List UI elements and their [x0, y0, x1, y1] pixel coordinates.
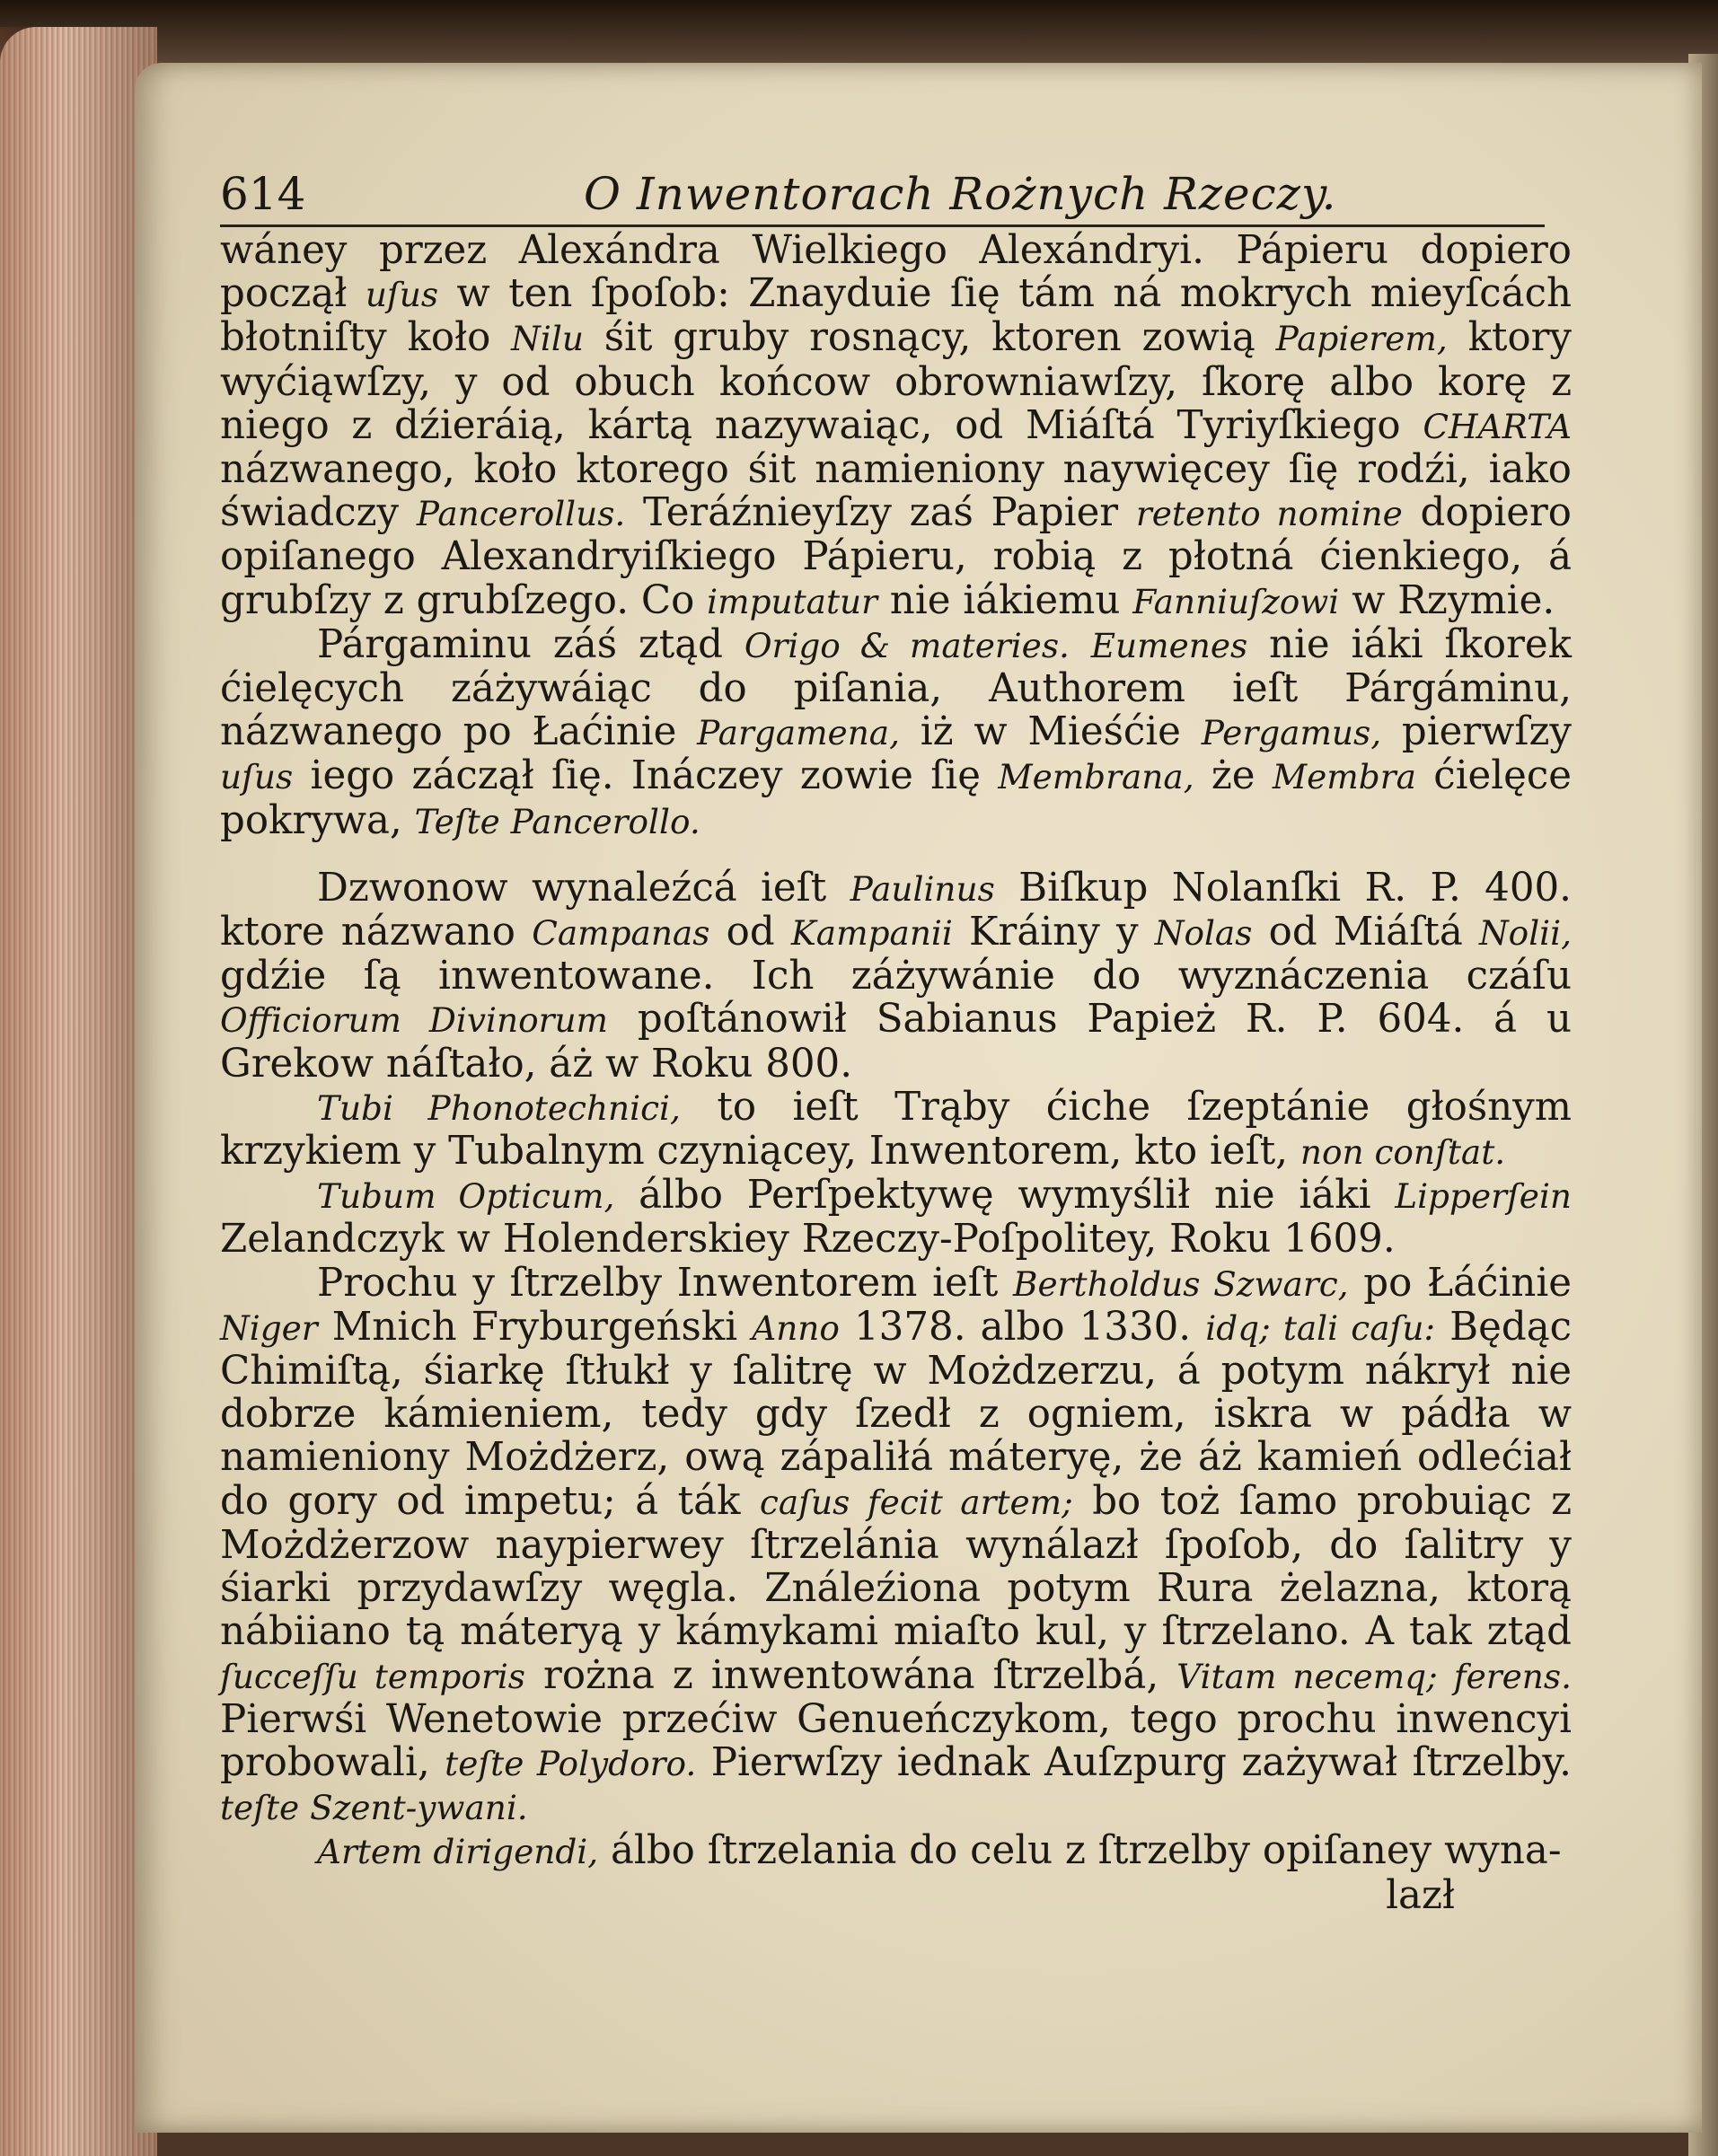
italic-segment: Pargamena, — [697, 713, 900, 753]
scan-top-edge — [0, 0, 1718, 63]
italic-segment: Officiorum Divinorum — [220, 1000, 609, 1041]
text-segment: nie iákiemu — [877, 577, 1133, 623]
text-segment: Prochu y ſtrzelby Inwentorem ieſt — [317, 1260, 1014, 1306]
italic-segment: ſucceſſu temporis — [220, 1656, 525, 1696]
page-header — [220, 166, 1572, 222]
italic-segment: Teſte Pancerollo. — [414, 801, 700, 841]
text-segment: Zelandczyk w Holenderskiey Rzeczy-Poſpolitey, Roku 1609. — [220, 1217, 1396, 1263]
text-segment: Párgaminu záś ztąd — [317, 621, 744, 667]
italic-segment: teſte Polydoro. — [445, 1743, 697, 1783]
text-segment: poſtánowił Sabianus Papież R. P. 604. á u Grekow náſtało, áż w Roku 800. — [220, 997, 1572, 1087]
italic-segment: Papierem, — [1275, 319, 1448, 359]
catchword: lazł — [1386, 1872, 1455, 1918]
text-segment: w Rzymie. — [1339, 577, 1555, 623]
header-rule — [220, 224, 1545, 227]
text-segment: gdźie ſą inwentowane. Ich záżywánie do wyznáczenia czáſu — [220, 954, 1572, 999]
text-segment: názwanego, koło ktorego śit namieniony naywięcey ſię rodźi, iako świadczy — [220, 447, 1572, 536]
page-number: 614 — [220, 168, 306, 220]
text-segment: rożna z inwentowána ſtrzelbá, — [525, 1652, 1177, 1698]
italic-segment: Membrana, — [998, 757, 1194, 797]
paragraph — [220, 1262, 1572, 1830]
text-segment: iż w Mieśćie — [899, 709, 1202, 755]
italic-segment: Vitam necemq; ferens. — [1176, 1656, 1572, 1696]
italic-segment: Membra — [1272, 757, 1416, 797]
text-segment: Pierwſzy iednak Auſzpurg zażywał ſtrzelby. — [696, 1739, 1572, 1785]
text-segment: Biſkup Nolanſki R. P. 400. ktore názwano — [220, 865, 1572, 955]
text-segment: Kráiny y — [952, 910, 1155, 955]
italic-segment: uſus — [365, 275, 439, 315]
body-text — [220, 229, 1572, 1874]
text-segment: w ten ſpoſob: Znayduie ſię tám ná mokrych mieyſcách błotniſty koło — [220, 271, 1572, 361]
italic-segment: Tubum Opticum, — [317, 1176, 615, 1217]
text-segment: pierwſzy — [1381, 709, 1572, 755]
italic-segment: Artem dirigendi, — [317, 1832, 599, 1872]
text-segment: Będąc Chimiſtą, śiarkę ſtłukł y ſalitrę w Możdzerzu, á potym nákrył nie dobrze kámieniem, tedy gdy ſzedł z ogniem, iskra w pádła w namieniony Możdżerz, ową zápaliłá máteryę, że áż kamień odlećiał do gory od impetu; á ták — [220, 1304, 1572, 1524]
text-segment: ktory wyćiąwſzy, y od obuch końcow obrowniawſzy, ſkorę albo korę z niego z dźieráią, kártą nazywaiąc, od Miáſtá Tyriyſkiego — [220, 315, 1573, 448]
italic-segment: idq; tali caſu: — [1205, 1307, 1436, 1348]
text-segment: Dzwonow wynaleźcá ieſt — [317, 865, 850, 911]
italic-segment: Kampanii — [790, 913, 953, 954]
text-segment: po Łáćinie — [1348, 1260, 1572, 1306]
text-segment: dopiero opiſanego Alexandryiſkiego Pápieru, robią z płotná ćienkiego, á grubſzy z grubſzego. Co — [220, 490, 1572, 623]
text-segment: od — [709, 910, 791, 955]
italic-segment: retento nomine — [1135, 494, 1403, 534]
italic-segment: Origo & materies. — [744, 625, 1070, 665]
book-page-edges — [0, 27, 157, 2156]
italic-segment: Pergamus, — [1201, 713, 1382, 753]
text-segment: Mnich Fryburgeński — [317, 1304, 753, 1350]
italic-segment: Niger — [220, 1307, 318, 1348]
italic-segment: Anno — [752, 1307, 840, 1348]
italic-segment: Paulinus — [850, 868, 995, 909]
italic-segment: Fanniuſzowi — [1132, 581, 1340, 621]
text-segment: Pierwśi Wenetowie przećiw Genueńczykom, tego prochu inwencyi probowali, — [220, 1696, 1572, 1785]
text-segment: wáney przez Alexándra Wielkiego Alexándryi. Pápieru dopiero począł — [220, 228, 1572, 317]
italic-segment: Pancerollus. — [416, 494, 626, 534]
italic-segment: Bertholdus Szwarc, — [1013, 1263, 1349, 1304]
italic-segment: CHARTA — [1423, 406, 1572, 446]
text-segment: ćielęce pokrywa, — [220, 753, 1572, 843]
page-text-block — [220, 166, 1572, 1917]
italic-segment: non conſtat. — [1300, 1132, 1506, 1173]
italic-segment: Nolii, — [1478, 913, 1572, 954]
paragraph — [220, 623, 1572, 843]
italic-segment: Tubi Phonotechnici, — [317, 1087, 681, 1128]
text-segment: to ieſt Trąby ćiche ſzeptánie głośnym krzykiem y Tubalnym czyniącey, Inwentorem, kto ieſt, — [220, 1084, 1572, 1175]
paragraph — [220, 229, 1572, 623]
italic-segment: Eumenes — [1090, 625, 1248, 665]
italic-segment: imputatur — [707, 581, 877, 621]
text-segment: álbo Perſpektywę wymyślił nie iáki — [614, 1173, 1396, 1219]
text-segment: śit gruby rosnący, ktoren zowią — [583, 315, 1276, 361]
text-segment — [1070, 622, 1091, 667]
text-segment: Teráźnieyſzy zaś Papier — [625, 490, 1136, 536]
italic-segment: uſus — [220, 757, 294, 797]
paragraph — [220, 1086, 1572, 1174]
italic-segment: teſte Szent-ywani. — [220, 1788, 528, 1828]
text-segment: bo toż ſamo probuiąc z Możdżerzow naypierwey ſtrzelánia wynálazł ſpoſob, do ſalitry y śiarki przydawſzy węgla. Ználeźiona potym Rura żelazna, ktorą nábiiano tą máteryą y kámykami miaſto kul, y ſtrzelano. A tak ztąd — [220, 1478, 1573, 1655]
italic-segment: caſus fecit artem; — [759, 1482, 1073, 1522]
text-segment: iego záczął ſię. Ináczey zowie ſię — [293, 753, 999, 799]
text-segment: od Miáſtá — [1252, 910, 1479, 955]
text-segment: nie iáki ſkorek ćielęcych záżywáiąc do piſania, Authorem ieſt Párgáminu, názwanego po Łaćinie — [220, 621, 1572, 755]
text-segment: 1378. albo 1330. — [839, 1304, 1206, 1350]
italic-segment: Nilu — [511, 319, 584, 359]
running-title: O Inwentorach Rożnych Rzeczy. — [584, 168, 1337, 220]
paragraph — [220, 1174, 1572, 1261]
italic-segment: Campanas — [532, 913, 710, 954]
italic-segment: Lipperſein — [1395, 1176, 1572, 1217]
text-segment: álbo ſtrzelania do celu z ſtrzelby opiſaney wyna- — [598, 1828, 1562, 1874]
paragraph — [220, 1829, 1572, 1873]
text-segment: że — [1194, 753, 1273, 799]
paragraph — [220, 867, 1572, 1086]
italic-segment: Nolas — [1154, 913, 1253, 954]
